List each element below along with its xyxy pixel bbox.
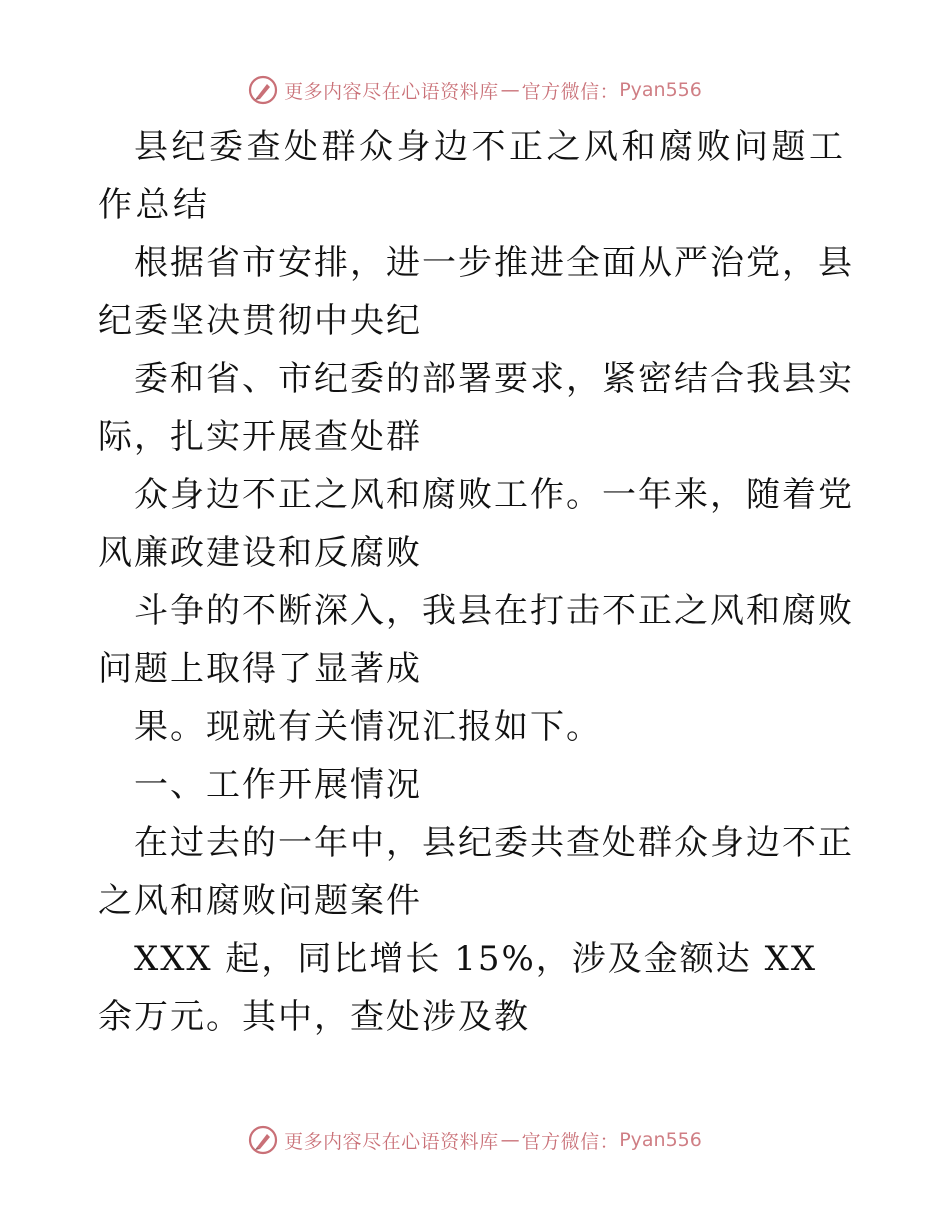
paragraph: 在过去的一年中，县纪委共查处群众身边不正之风和腐败问题案件 [98, 823, 854, 921]
pen-logo-icon [248, 1125, 278, 1155]
paragraph: 根据省市安排，进一步推进全面从严治党，县纪委坚决贯彻中央纪 [98, 243, 854, 341]
footer-watermark [0, 1120, 950, 1160]
document-body [98, 118, 858, 1046]
watermark-dash: — [500, 1129, 520, 1151]
watermark-text: 更多内容尽在心语资料库 [284, 1130, 499, 1153]
watermark-label: 官方微信： [521, 1130, 620, 1153]
watermark-label: 官方微信： [521, 80, 620, 103]
watermark-dash: — [500, 79, 520, 101]
watermark-handle: Pyan556 [619, 79, 702, 101]
document-title: 县纪委查处群众身边不正之风和腐败问题工作总结 [98, 127, 847, 225]
watermark-text: 更多内容尽在心语资料库 [284, 80, 499, 103]
paragraph: 斗争的不断深入，我县在打击不正之风和腐败问题上取得了显著成 [98, 591, 854, 689]
paragraph: 众身边不正之风和腐败工作。一年来，随着党风廉政建设和反腐败 [98, 475, 854, 573]
paragraph: 果。现就有关情况汇报如下。 [134, 707, 602, 747]
watermark-handle: Pyan556 [619, 1129, 702, 1151]
header-watermark [0, 70, 950, 110]
section-heading: 一、工作开展情况 [134, 765, 422, 805]
paragraph: 委和省、市纪委的部署要求，紧密结合我县实际，扎实开展查处群 [98, 359, 854, 457]
paragraph: XXX 起，同比增长 15%，涉及金额达 XX 余万元。其中，查处涉及教 [98, 939, 818, 1037]
pen-logo-icon [248, 75, 278, 105]
